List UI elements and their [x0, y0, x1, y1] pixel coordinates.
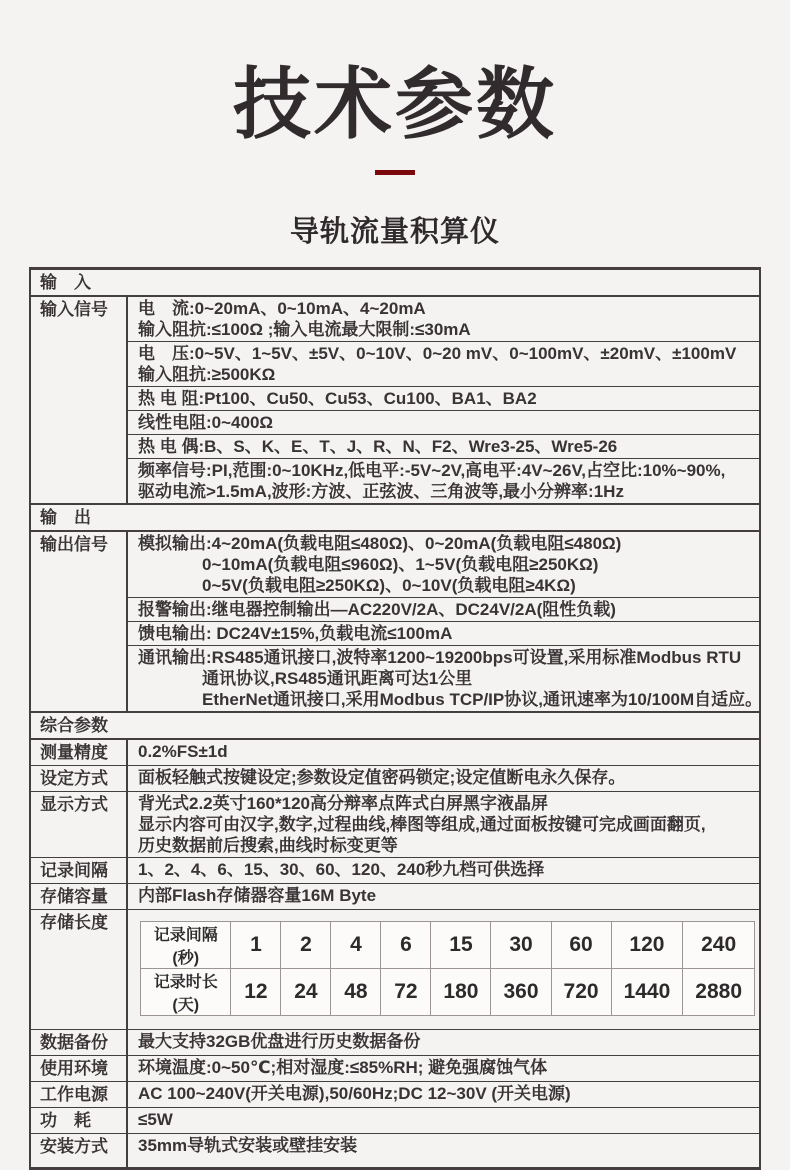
spec-item	[128, 387, 759, 411]
row-content	[128, 884, 759, 909]
spec-item	[128, 598, 759, 622]
spec-item	[128, 646, 763, 711]
spec-line: 0~10mA(负载电阻≤960Ω)、1~5V(负载电阻≥250KΩ)	[202, 554, 599, 574]
spec-item	[128, 766, 759, 791]
spec-line: 通讯输出:RS485通讯接口,波特率1200~19200bps可设置,采用标准Modbus RTU	[138, 647, 742, 667]
storage-length-table	[140, 921, 755, 1016]
spec-line: 馈电输出: DC24V±15%,负载电流≤100mA	[138, 623, 453, 643]
spec-line: ≤5W	[138, 1109, 173, 1129]
nested-cell: 1	[231, 921, 281, 968]
row-label: 输出信号	[31, 532, 128, 711]
spec-line: 背光式2.2英寸160*120高分辩率点阵式白屏黑字液晶屏	[138, 793, 548, 813]
row-label: 输入信号	[31, 297, 128, 503]
page-title: 技术参数	[232, 60, 557, 148]
row-label: 存储长度	[31, 910, 128, 1029]
spec-row	[31, 1108, 759, 1134]
spec-item	[128, 1134, 759, 1167]
spec-row	[31, 766, 759, 792]
spec-item	[128, 858, 759, 883]
spec-line: 内部Flash存储器容量16M Byte	[138, 885, 377, 905]
nested-cell: 2	[281, 921, 331, 968]
spec-item	[128, 1108, 759, 1133]
spec-item	[128, 740, 759, 765]
spec-item	[128, 532, 759, 598]
spec-item	[128, 459, 759, 503]
spec-line: 显示内容可由汉字,数字,过程曲线,棒图等组成,通过面板按键可完成画面翻页,	[138, 814, 706, 834]
spec-row	[31, 532, 763, 712]
nested-cell: 12	[231, 968, 281, 1015]
row-content	[128, 1108, 759, 1133]
nested-cell: 60	[551, 921, 611, 968]
spec-line: 环境温度:0~50℃;相对湿度:≤85%RH; 避免强腐蚀气体	[138, 1057, 548, 1077]
row-label: 功 耗	[31, 1108, 128, 1133]
nested-cell: 240	[683, 921, 755, 968]
row-label: 测量精度	[31, 740, 128, 765]
spec-item	[128, 622, 759, 646]
spec-row	[31, 297, 759, 504]
spec-line: EtherNet通讯接口,采用Modbus TCP/IP协议,通讯速率为10/100M自适应。	[202, 689, 763, 709]
spec-row	[31, 858, 759, 884]
spec-item	[128, 792, 759, 857]
spec-item	[128, 342, 759, 387]
spec-line: 输入阻抗:≥500KΩ	[138, 364, 276, 384]
row-label: 安装方式	[31, 1134, 128, 1167]
spec-line: 电 流:0~20mA、0~10mA、4~20mA	[138, 298, 426, 318]
row-label: 记录间隔	[31, 858, 128, 883]
nested-cell: 180	[431, 968, 491, 1015]
row-label: 工作电源	[31, 1082, 128, 1107]
nested-table-row	[141, 921, 755, 968]
spec-item	[128, 1030, 759, 1055]
spec-line: 0.2%FS±1d	[138, 741, 228, 761]
spec-item	[128, 1056, 759, 1081]
row-content	[128, 1056, 759, 1081]
spec-line: 线性电阻:0~400Ω	[138, 412, 274, 432]
spec-item	[128, 435, 759, 459]
spec-line: 热 电 阻:Pt100、Cu50、Cu53、Cu100、BA1、BA2	[138, 388, 537, 408]
nested-cell: 360	[491, 968, 551, 1015]
row-label: 使用环境	[31, 1056, 128, 1081]
nested-cell: 48	[331, 968, 381, 1015]
section-row	[31, 712, 759, 740]
spec-line: 输入阻抗:≤100Ω ;输入电流最大限制:≤30mA	[138, 319, 471, 339]
spec-item	[128, 411, 759, 435]
nested-cell: 15	[431, 921, 491, 968]
row-content	[128, 792, 759, 857]
nested-cell: 120	[611, 921, 683, 968]
spec-row	[31, 792, 759, 858]
spec-row	[31, 1030, 759, 1056]
spec-line: 最大支持32GB优盘进行历史数据备份	[138, 1031, 421, 1051]
row-content	[128, 766, 759, 791]
row-content	[128, 910, 759, 1029]
row-content	[128, 532, 763, 711]
spec-line: 35mm导轨式安装或壁挂安装	[138, 1135, 358, 1155]
row-label: 存储容量	[31, 884, 128, 909]
spec-line: 1、2、4、6、15、30、60、120、240秒九档可供选择	[138, 859, 545, 879]
nested-cell: 2880	[683, 968, 755, 1015]
nested-cell: 6	[381, 921, 431, 968]
spec-table	[29, 267, 761, 1170]
nested-cell: 24	[281, 968, 331, 1015]
nested-cell: 720	[551, 968, 611, 1015]
spec-item	[128, 884, 759, 909]
section-label: 输 出	[40, 507, 91, 527]
spec-line: 驱动电流>1.5mA,波形:方波、正弦波、三角波等,最小分辨率:1Hz	[138, 481, 624, 501]
spec-item	[128, 910, 759, 1029]
spec-line: 电 压:0~5V、1~5V、±5V、0~10V、0~20 mV、0~100mV、±20mV、±100mV	[138, 343, 737, 363]
nested-cell: 30	[491, 921, 551, 968]
row-content	[128, 1134, 759, 1167]
spec-line: 热 电 偶:B、S、K、E、T、J、R、N、F2、Wre3-25、Wre5-26	[138, 436, 618, 456]
spec-line: 频率信号:PI,范围:0~10KHz,低电平:-5V~2V,高电平:4V~26V,占空比:10%~90%,	[138, 460, 726, 480]
nested-cell: 1440	[611, 968, 683, 1015]
section-row	[31, 270, 759, 297]
spec-line: 报警输出:继电器控制输出—AC220V/2A、DC24V/2A(阻性负载)	[138, 599, 616, 619]
row-content	[128, 1082, 759, 1107]
title-divider-dash	[375, 170, 415, 175]
spec-line: 历史数据前后搜索,曲线时标变更等	[138, 835, 398, 855]
spec-row	[31, 1056, 759, 1082]
row-label: 显示方式	[31, 792, 128, 857]
spec-line: AC 100~240V(开关电源),50/60Hz;DC 12~30V (开关电源)	[138, 1083, 571, 1103]
nested-table-row	[141, 968, 755, 1015]
spec-item	[128, 297, 759, 342]
row-content	[128, 858, 759, 883]
section-label: 综合参数	[40, 715, 108, 735]
spec-row	[31, 740, 759, 766]
page-subtitle: 导轨流量积算仪	[289, 215, 500, 248]
spec-row	[31, 1134, 759, 1167]
spec-row	[31, 884, 759, 910]
nested-cell: 72	[381, 968, 431, 1015]
spec-line: 通讯协议,RS485通讯距离可达1公里	[202, 668, 473, 688]
spec-line: 0~5V(负载电阻≥250KΩ)、0~10V(负载电阻≥4KΩ)	[202, 575, 576, 595]
section-label: 输 入	[40, 272, 91, 292]
row-content	[128, 1030, 759, 1055]
row-content	[128, 297, 759, 503]
nested-cell: 4	[331, 921, 381, 968]
row-label: 数据备份	[31, 1030, 128, 1055]
spec-item	[128, 1082, 759, 1107]
spec-line: 模拟输出:4~20mA(负载电阻≤480Ω)、0~20mA(负载电阻≤480Ω)	[138, 533, 622, 553]
row-content	[128, 740, 759, 765]
section-row	[31, 504, 759, 532]
spec-row	[31, 1082, 759, 1108]
spec-row	[31, 910, 759, 1030]
nested-row-label: 记录间隔(秒)	[141, 921, 231, 968]
row-label: 设定方式	[31, 766, 128, 791]
nested-row-label: 记录时长(天)	[141, 968, 231, 1015]
spec-line: 面板轻触式按键设定;参数设定值密码锁定;设定值断电永久保存。	[138, 767, 626, 787]
